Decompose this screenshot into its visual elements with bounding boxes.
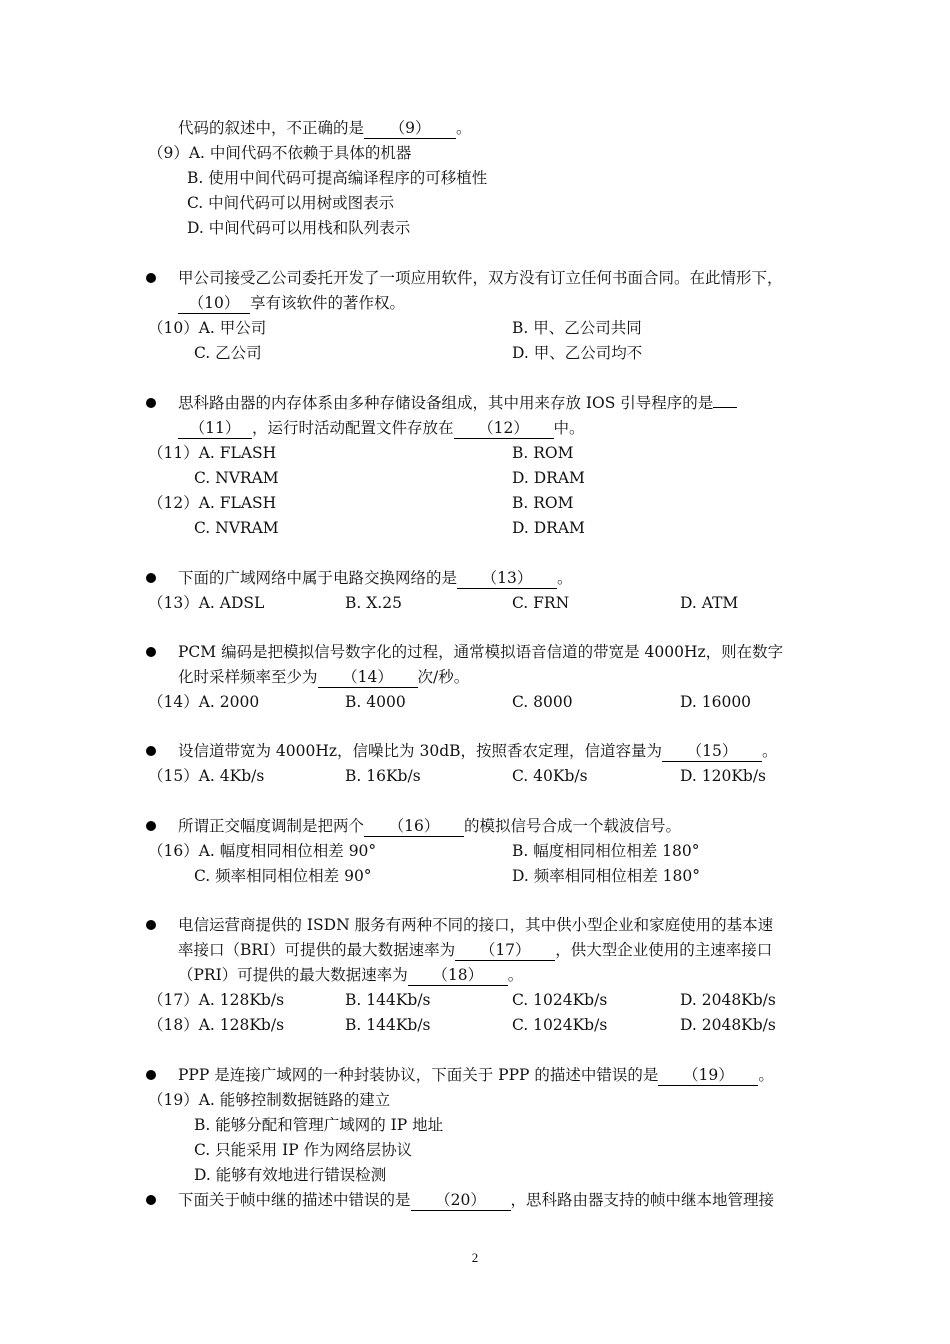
bullet-icon xyxy=(146,573,156,583)
q16-blank: （16） xyxy=(364,817,464,837)
bullet-icon xyxy=(146,746,156,756)
q10-option-d: D. 甲、乙公司均不 xyxy=(512,344,643,362)
q13-option-c: C. FRN xyxy=(512,594,570,612)
q10-option-a: （10）A. 甲公司 xyxy=(148,319,267,337)
q13-option-d: D. ATM xyxy=(680,594,739,612)
q12-option-d: D. DRAM xyxy=(512,519,585,537)
q19-blank: （19） xyxy=(658,1066,758,1086)
q14-option-d: D. 16000 xyxy=(680,693,752,711)
q13-option-a: （13）A. ADSL xyxy=(148,594,265,612)
q19-option-c: C. 只能采用 IP 作为网络层协议 xyxy=(194,1141,413,1159)
q19-option-b: B. 能够分配和管理广域网的 IP 地址 xyxy=(194,1116,444,1134)
q12-blank: （12） xyxy=(454,419,554,439)
q12-option-a: （12）A. FLASH xyxy=(148,494,277,512)
q12-option-c: C. NVRAM xyxy=(194,519,279,537)
q17-stem: 电信运营商提供的 ISDN 服务有两种不同的接口，其中供小型企业和家庭使用的基本速 xyxy=(178,916,774,934)
q18-blank: （18） xyxy=(408,966,508,986)
q12-option-b: B. ROM xyxy=(512,494,574,512)
q14-option-c: C. 8000 xyxy=(512,693,573,711)
q10-option-c: C. 乙公司 xyxy=(194,344,262,362)
q9-stem: 代码的叙述中，不正确的是 （9） 。 xyxy=(178,119,472,137)
q14-blank: （14） xyxy=(318,668,418,688)
q19-option-d: D. 能够有效地进行错误检测 xyxy=(194,1166,387,1184)
q13-blank: （13） xyxy=(457,569,557,589)
q10-stem: 甲公司接受乙公司委托开发了一项应用软件，双方没有订立任何书面合同。在此情形下， xyxy=(178,269,783,287)
bullet-icon xyxy=(146,398,156,408)
q13-option-b: B. X.25 xyxy=(345,594,402,612)
q9-option-d: D. 中间代码可以用栈和队列表示 xyxy=(187,219,411,237)
q17-blank: （17） xyxy=(455,941,555,961)
q15-option-d: D. 120Kb/s xyxy=(680,767,766,785)
q17-option-c: C. 1024Kb/s xyxy=(512,991,608,1009)
q10-blank: （10） xyxy=(178,294,250,314)
q18-option-c: C. 1024Kb/s xyxy=(512,1016,608,1034)
bullet-icon xyxy=(146,920,156,930)
q9-option-b: B. 使用中间代码可提高编译程序的可移植性 xyxy=(187,169,488,187)
q17-stem-2: 率接口（BRI）可提供的最大数据速率为 （17） ，供大型企业使用的主速率接口 xyxy=(178,941,773,959)
q14-option-b: B. 4000 xyxy=(345,693,406,711)
bullet-icon xyxy=(146,1070,156,1080)
bullet-icon xyxy=(146,273,156,283)
q15-blank: （15） xyxy=(662,742,762,762)
q16-option-a: （16）A. 幅度相同相位相差 90° xyxy=(148,842,377,860)
bullet-icon xyxy=(146,647,156,657)
q15-option-a: （15）A. 4Kb/s xyxy=(148,767,265,785)
q18-option-a: （18）A. 128Kb/s xyxy=(148,1016,285,1034)
q11-option-d: D. DRAM xyxy=(512,469,585,487)
q15-stem: 设信道带宽为 4000Hz，信噪比为 30dB，按照香农定理，信道容量为 （15） 。 xyxy=(178,742,778,760)
bullet-icon xyxy=(146,821,156,831)
q11-stem: 思科路由器的内存体系由多种存储设备组成，其中用来存放 IOS 引导程序的是 xyxy=(178,393,737,413)
q20-stem: 下面关于帧中继的描述中错误的是 （20） ，思科路由器支持的帧中继本地管理接 xyxy=(178,1191,775,1209)
q16-option-b: B. 幅度相同相位相差 180° xyxy=(512,842,700,860)
bullet-icon xyxy=(146,1195,156,1205)
q17-stem-3: （PRI）可提供的最大数据速率为 （18） 。 xyxy=(178,966,524,984)
q11-stem-2: （11） ，运行时活动配置文件存放在 （12） 中。 xyxy=(178,418,585,439)
q10-stem-2: （10） 享有该软件的著作权。 xyxy=(178,293,405,314)
q14-stem: PCM 编码是把模拟信号数字化的过程，通常模拟语音信道的带宽是 4000Hz，则在数字 xyxy=(178,643,784,661)
q17-option-d: D. 2048Kb/s xyxy=(680,991,776,1009)
page-number: 2 xyxy=(471,1250,479,1265)
q11-option-a: （11）A. FLASH xyxy=(148,444,277,462)
q11-blank: （11） xyxy=(178,419,252,439)
q19-stem: PPP 是连接广域网的一种封装协议，下面关于 PPP 的描述中错误的是 （19） 。 xyxy=(178,1066,774,1084)
q9-option-a: （9）A. 中间代码不依赖于具体的机器 xyxy=(148,144,412,162)
q18-option-d: D. 2048Kb/s xyxy=(680,1016,776,1034)
q11-option-b: B. ROM xyxy=(512,444,574,462)
q16-stem: 所谓正交幅度调制是把两个 （16） 的模拟信号合成一个载波信号。 xyxy=(178,817,682,835)
q15-option-c: C. 40Kb/s xyxy=(512,767,588,785)
q19-option-a: （19）A. 能够控制数据链路的建立 xyxy=(148,1091,391,1109)
q10-option-b: B. 甲、乙公司共同 xyxy=(512,319,642,337)
q9-blank: （9） xyxy=(364,119,456,139)
q15-option-b: B. 16Kb/s xyxy=(345,767,421,785)
q16-option-c: C. 频率相同相位相差 90° xyxy=(194,867,372,885)
q13-stem: 下面的广域网络中属于电路交换网络的是 （13） 。 xyxy=(178,569,573,587)
q17-option-a: （17）A. 128Kb/s xyxy=(148,991,285,1009)
q17-option-b: B. 144Kb/s xyxy=(345,991,431,1009)
q11-option-c: C. NVRAM xyxy=(194,469,279,487)
q14-option-a: （14）A. 2000 xyxy=(148,693,260,711)
q9-option-c: C. 中间代码可以用树或图表示 xyxy=(187,194,395,212)
q16-option-d: D. 频率相同相位相差 180° xyxy=(512,867,700,885)
q11-blank-tail xyxy=(713,407,737,408)
q14-stem-2: 化时采样频率至少为 （14） 次/秒。 xyxy=(178,668,470,686)
q18-option-b: B. 144Kb/s xyxy=(345,1016,431,1034)
q20-blank: （20） xyxy=(411,1191,511,1211)
